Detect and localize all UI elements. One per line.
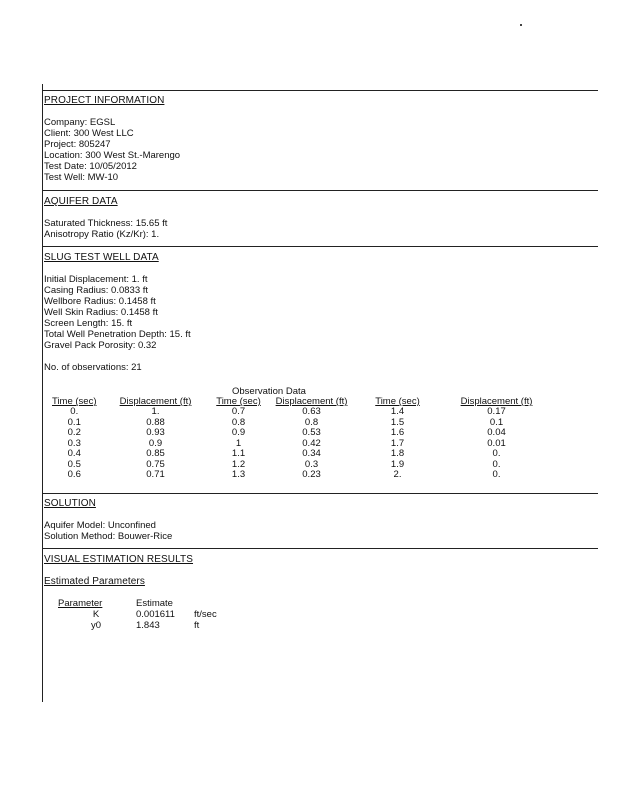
slug-test-well-data-heading: SLUG TEST WELL DATA	[44, 252, 159, 263]
col-unit	[194, 598, 217, 609]
estimate-row	[56, 620, 217, 631]
time-cell: 0.9	[231, 427, 246, 438]
time-cell: 0.7	[231, 406, 246, 417]
time-cell: 0.2	[67, 427, 81, 438]
displacement-cell: 0.04	[487, 427, 506, 438]
time-cell: 1.9	[390, 458, 405, 470]
initial-displacement-line: Initial Displacement: 1. ft	[44, 274, 148, 285]
displacement-cell: 0.8	[304, 416, 319, 428]
col-time-3: Time (sec)	[375, 396, 420, 407]
time-cell: 0.6	[67, 469, 81, 480]
estimate-cell: 1.843	[136, 620, 160, 631]
location-line: Location: 300 West St.-Marengo	[44, 150, 181, 161]
project-information-block	[44, 117, 180, 183]
divider-slug	[42, 246, 598, 247]
parameter-cell: y0	[90, 620, 102, 631]
time-cell: 1	[235, 437, 242, 449]
observation-row	[52, 407, 559, 418]
col-time-2: Time (sec)	[216, 396, 261, 407]
screen-length-line: Screen Length: 15. ft	[44, 318, 133, 329]
displacement-cell: 0.93	[146, 427, 165, 438]
solution-method-line: Solution Method: Bouwer-Rice	[44, 531, 173, 542]
left-margin-rule	[42, 84, 43, 702]
time-cell: 1.1	[231, 448, 246, 459]
test-well-line: Test Well: MW-10	[44, 172, 119, 183]
divider-aquifer	[42, 190, 598, 191]
col-displacement-2: Displacement (ft)	[275, 396, 348, 407]
estimate-header-row	[56, 598, 217, 609]
time-cell: 0.3	[67, 437, 81, 449]
time-cell: 1.4	[390, 406, 405, 417]
displacement-cell: 0.53	[302, 427, 321, 438]
displacement-cell: 0.42	[302, 437, 321, 449]
time-cell: 1.5	[390, 416, 405, 428]
displacement-cell: 0.23	[302, 469, 321, 480]
displacement-cell: 1.	[151, 406, 160, 417]
estimate-row	[56, 609, 217, 620]
project-information-heading: PROJECT INFORMATION	[44, 95, 165, 106]
displacement-cell: 0.63	[302, 406, 321, 417]
col-displacement-3: Displacement (ft)	[460, 396, 533, 407]
divider-solution	[42, 493, 598, 494]
observation-row	[52, 470, 559, 481]
company-line: Company: EGSL	[44, 117, 116, 128]
displacement-cell: 0.17	[487, 406, 506, 417]
solution-block	[44, 520, 172, 542]
displacement-cell: 0.34	[302, 448, 321, 459]
estimated-parameters-table	[56, 598, 217, 631]
time-cell: 1.3	[231, 469, 246, 480]
num-observations-line: No. of observations: 21	[44, 362, 142, 373]
displacement-cell: 0.71	[146, 469, 165, 480]
client-line: Client: 300 West LLC	[44, 128, 134, 139]
parameter-cell: K	[92, 609, 100, 620]
displacement-cell: 0.75	[146, 458, 165, 470]
slug-test-well-data-block	[44, 274, 191, 373]
unit-cell: ft	[194, 620, 200, 631]
displacement-cell: 0.	[492, 448, 501, 459]
displacement-cell: 0.85	[146, 448, 165, 459]
aquifer-data-block	[44, 218, 167, 240]
time-cell: 2.	[393, 469, 402, 480]
col-parameter: Parameter	[58, 598, 103, 609]
observation-data-title: Observation Data	[232, 386, 306, 397]
divider-visual	[42, 548, 598, 549]
divider-project	[42, 90, 598, 91]
observation-table	[52, 396, 559, 481]
anisotropy-ratio-line: Anisotropy Ratio (Kz/Kr): 1.	[44, 229, 160, 240]
speck	[520, 24, 522, 26]
col-time-1: Time (sec)	[52, 396, 97, 407]
time-cell: 0.8	[231, 416, 246, 428]
estimate-cell: 0.001611	[136, 609, 175, 620]
solution-heading: SOLUTION	[44, 498, 96, 509]
time-cell: 0.1	[67, 416, 81, 428]
test-date-line: Test Date: 10/05/2012	[44, 161, 137, 172]
time-cell: 1.8	[390, 448, 405, 459]
time-cell: 0.5	[67, 458, 81, 470]
col-displacement-1: Displacement (ft)	[119, 396, 192, 407]
unit-cell: ft/sec	[194, 609, 217, 620]
observation-rows	[52, 407, 559, 481]
visual-estimation-heading: VISUAL ESTIMATION RESULTS	[44, 554, 194, 565]
saturated-thickness-line: Saturated Thickness: 15.65 ft	[44, 218, 168, 229]
displacement-cell: 0.9	[148, 437, 163, 449]
estimate-rows	[56, 609, 217, 631]
aquifer-data-heading: AQUIFER DATA	[44, 196, 118, 207]
well-skin-radius-line: Well Skin Radius: 0.1458 ft	[44, 307, 158, 318]
displacement-cell: 0.1	[489, 416, 504, 428]
displacement-cell: 0.01	[487, 437, 506, 449]
time-cell: 1.2	[231, 458, 246, 470]
col-estimate: Estimate	[136, 598, 173, 609]
displacement-cell: 0.88	[146, 416, 165, 428]
aquifer-model-line: Aquifer Model: Unconfined	[44, 520, 156, 531]
total-penetration-depth-line: Total Well Penetration Depth: 15. ft	[44, 329, 191, 340]
gravel-pack-porosity-line: Gravel Pack Porosity: 0.32	[44, 340, 157, 351]
observation-row	[52, 449, 559, 460]
displacement-cell: 0.	[492, 458, 501, 470]
observation-row	[52, 428, 559, 439]
displacement-cell: 0.	[492, 469, 501, 480]
project-line: Project: 805247	[44, 139, 111, 150]
casing-radius-line: Casing Radius: 0.0833 ft	[44, 285, 149, 296]
time-cell: 0.	[70, 406, 79, 417]
time-cell: 1.6	[390, 427, 405, 438]
displacement-cell: 0.3	[304, 458, 319, 470]
time-cell: 0.4	[67, 448, 81, 459]
wellbore-radius-line: Wellbore Radius: 0.1458 ft	[44, 296, 156, 307]
time-cell: 1.7	[390, 437, 405, 449]
estimated-parameters-subheading: Estimated Parameters	[44, 576, 145, 587]
